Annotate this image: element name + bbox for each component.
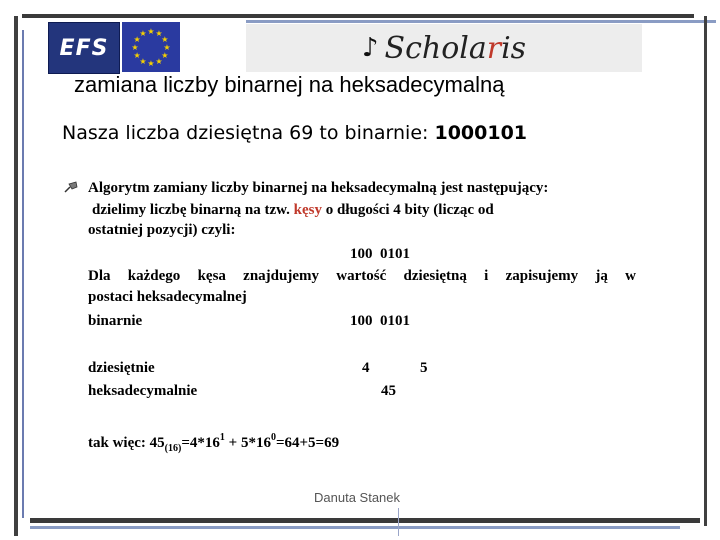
efs-logo (48, 22, 120, 74)
hex-value: 45 (381, 383, 396, 399)
frame-right-bar (704, 16, 707, 526)
eu-star-icon: ★ (139, 56, 147, 66)
eu-star-icon: ★ (139, 29, 147, 39)
pushpin-bullet-icon (64, 181, 78, 193)
highlight-kesy: kęsy (293, 202, 323, 218)
eu-star-icon: ★ (133, 51, 141, 60)
eu-star-icon: ★ (155, 29, 163, 39)
algorithm-line-5: postaci heksadecymalnej (88, 289, 247, 305)
eu-star-icon: ★ (133, 35, 141, 44)
binary-split-2: 100 0101 (350, 313, 410, 329)
algorithm-line-2: dzielimy liczbę binarną na tzw. kęsy o długości 4 bity (licząc od (92, 202, 494, 218)
decimal-value-a: 4 (362, 360, 370, 376)
author-footer: Danuta Stanek (314, 490, 401, 505)
result-line: tak więc: $45_{(16)}=4*16^1 + 5*16^0=64+5=69$ (88, 432, 340, 454)
eu-star-icon: ★ (163, 43, 171, 52)
eu-star-icon: ★ (131, 43, 139, 52)
binary-split-1: 100 0101 (350, 246, 410, 262)
scholaris-mark-icon: ♪ (361, 33, 379, 63)
label-binarnie: binarnie (88, 313, 143, 329)
frame-bottom-accent (30, 526, 680, 529)
label-dziesietnie: dziesiętnie (88, 360, 155, 376)
frame-left-accent (22, 30, 24, 518)
frame-top-accent (246, 20, 716, 23)
intro-line (62, 122, 527, 144)
efs-logo-text: EFS (59, 35, 109, 61)
algorithm-line-1: Algorytm zamiany liczby binarnej na heksadecymalną jest następujący: (88, 180, 549, 196)
eu-star-icon: ★ (147, 27, 155, 36)
label-heksadecymalnie: heksadecymalnie (88, 383, 198, 399)
binary-number: 1000101 (434, 122, 528, 144)
eu-star-icon: ★ (161, 51, 169, 60)
scholaris-logo (246, 24, 642, 72)
eu-flag-logo (122, 22, 180, 72)
frame-bottom-tick (398, 508, 399, 536)
decimal-value-b: 5 (420, 360, 428, 376)
frame-top-bar (22, 14, 694, 18)
eu-stars-icon (122, 22, 180, 72)
eu-star-icon: ★ (155, 56, 163, 66)
eu-star-icon: ★ (147, 59, 155, 68)
slide-title: zamiana liczby binarnej na heksadecymalną (74, 72, 505, 97)
intro-text: Nasza liczba dziesiętna 69 to binarnie: (62, 122, 435, 144)
frame-left-bar (14, 16, 18, 536)
algorithm-line-3: ostatniej pozycji) czyli: (88, 222, 236, 238)
frame-bottom-bar (30, 518, 700, 523)
eu-star-icon: ★ (161, 35, 169, 44)
scholaris-logo-text: Scholaris (384, 30, 527, 66)
algorithm-line-4: Dla każdego kęsa znajdujemy wartość dziesiętną i zapisujemy ją w (88, 268, 636, 284)
